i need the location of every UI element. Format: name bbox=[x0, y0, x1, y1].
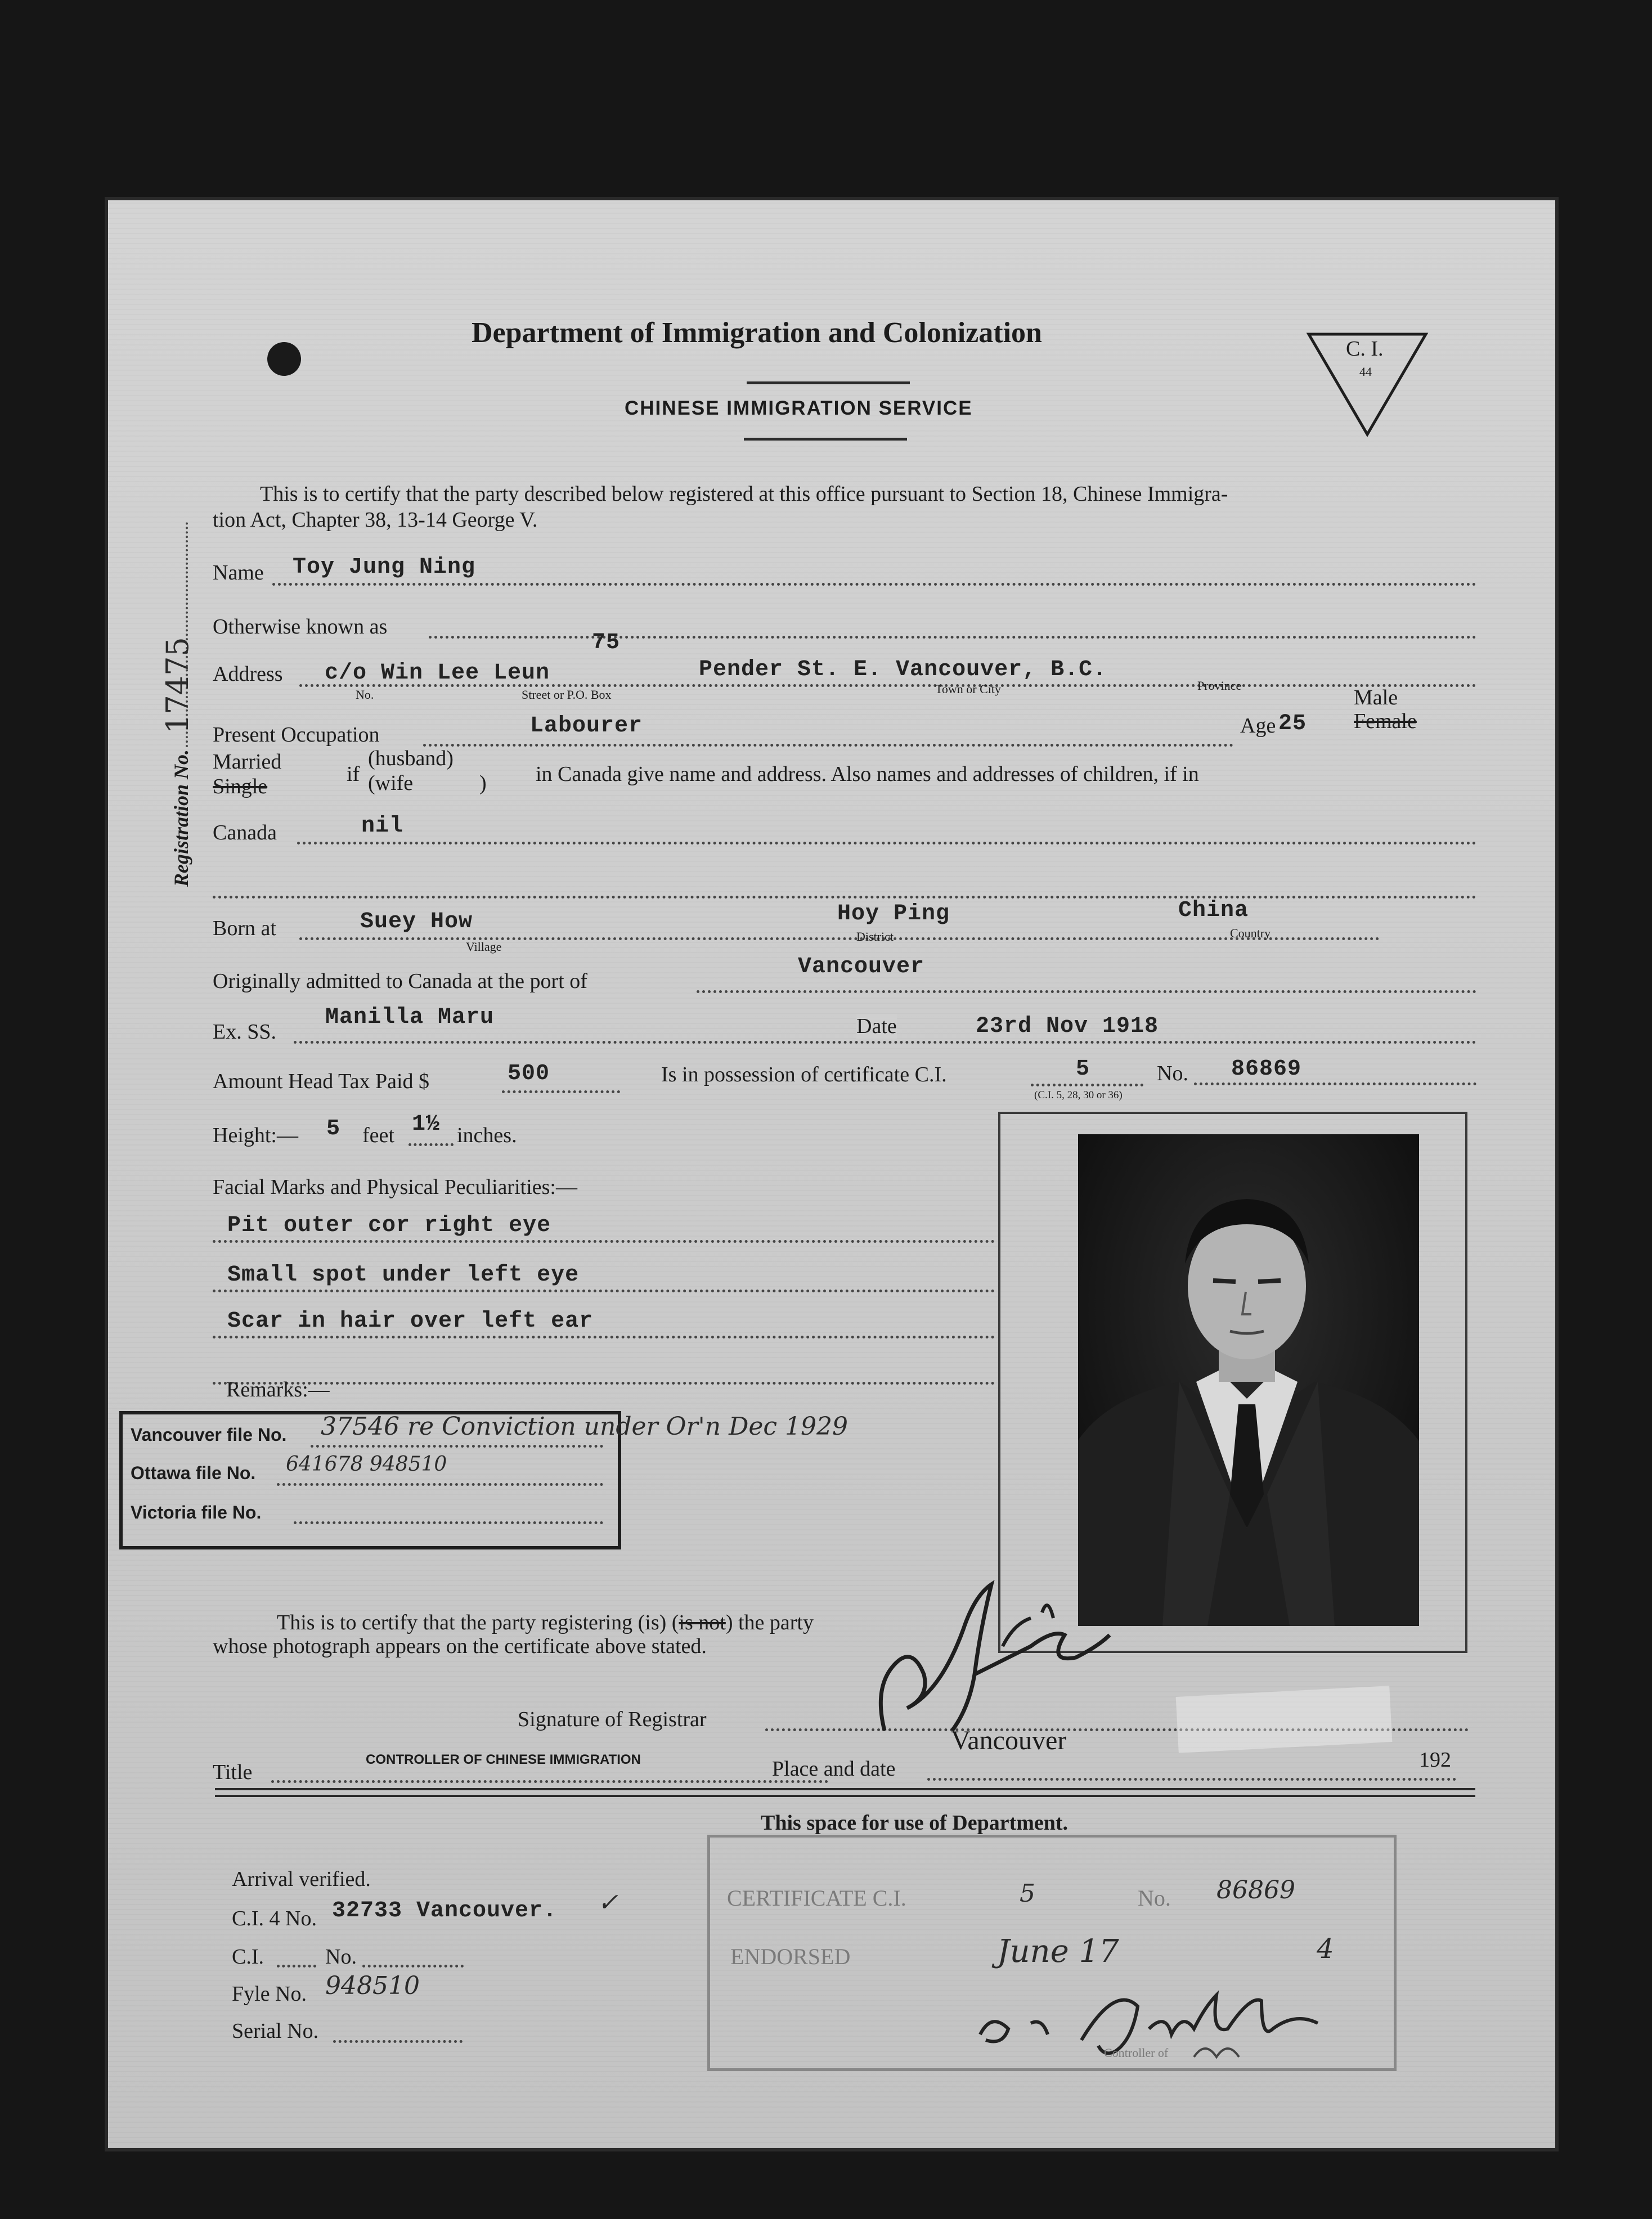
district-caption: District bbox=[856, 929, 894, 944]
stamp-endorsed-label: ENDORSED bbox=[730, 1944, 851, 1969]
facial-mark-3: Scar in hair over left ear bbox=[227, 1309, 594, 1334]
certify-text-2: tion Act, Chapter 38, 13-14 George V. bbox=[213, 508, 538, 532]
stamp-no-value: 86869 bbox=[1216, 1876, 1295, 1904]
form-number: 44 bbox=[1359, 365, 1372, 379]
ci-line bbox=[277, 1965, 316, 1968]
photo-certify-text-2: whose photograph appears on the certificate above stated. bbox=[213, 1634, 707, 1658]
registration-number-block bbox=[160, 423, 195, 887]
header-rule bbox=[744, 438, 907, 441]
address-street-caption: Street or P.O. Box bbox=[522, 688, 612, 702]
ship-label: Ex. SS. bbox=[213, 1020, 276, 1044]
stamp-certificate-label: CERTIFICATE C.I. bbox=[727, 1885, 906, 1911]
cert-no-label: No. bbox=[1157, 1062, 1188, 1085]
registration-certificate bbox=[108, 200, 1555, 2148]
facial-mark-2: Small spot under left eye bbox=[227, 1263, 580, 1288]
cert-no-line bbox=[1194, 1082, 1476, 1085]
facial-mark-line-3 bbox=[213, 1336, 995, 1338]
ci-no-label: No. bbox=[325, 1945, 357, 1969]
port-value: Vancouver bbox=[798, 954, 925, 980]
otherwise-known-line bbox=[429, 636, 1476, 639]
married-label: Married bbox=[213, 750, 282, 774]
born-country: China bbox=[1178, 898, 1249, 923]
applicant-photo bbox=[1078, 1134, 1419, 1626]
name-value: Toy Jung Ning bbox=[293, 555, 476, 580]
facial-mark-line-1 bbox=[213, 1240, 995, 1243]
head-tax-line bbox=[502, 1090, 620, 1093]
born-village: Suey How bbox=[360, 909, 473, 935]
photo-certify-part-1: This is to certify that the party registering (is) ( bbox=[277, 1611, 679, 1634]
canada-label: Canada bbox=[213, 821, 277, 845]
form-code: C. I. bbox=[1346, 337, 1384, 361]
punch-hole bbox=[267, 342, 301, 376]
fyle-value: 948510 bbox=[325, 1971, 420, 2000]
port-line bbox=[697, 990, 1476, 993]
female-label: Female bbox=[1354, 709, 1417, 733]
height-inches-value: 1½ bbox=[412, 1112, 441, 1137]
inches-line bbox=[408, 1143, 454, 1146]
ci-no-line bbox=[362, 1965, 464, 1968]
victoria-file-line bbox=[294, 1521, 603, 1524]
paren-label: ) bbox=[479, 771, 487, 795]
address-street: Pender St. E. Vancouver, B.C. bbox=[699, 657, 1107, 682]
address-number: 75 bbox=[592, 630, 621, 655]
ci4-label: C.I. 4 No. bbox=[232, 1907, 317, 1930]
ship-line bbox=[294, 1041, 1476, 1044]
canada-value: nil bbox=[361, 814, 404, 839]
photo-certify-text bbox=[277, 1610, 814, 1635]
stamp-ci-value: 5 bbox=[1020, 1879, 1035, 1908]
otherwise-known-label: Otherwise known as bbox=[213, 615, 388, 639]
port-label: Originally admitted to Canada at the port of bbox=[213, 969, 587, 993]
height-label: Height:— bbox=[213, 1124, 298, 1147]
ottawa-file-line bbox=[277, 1483, 603, 1486]
vancouver-file-value: 37546 re Conviction under Or'n Dec 1929 bbox=[321, 1412, 848, 1441]
check-mark: ✓ bbox=[598, 1888, 618, 1917]
occupation-value: Labourer bbox=[530, 713, 643, 739]
arrival-date-value: 23rd Nov 1918 bbox=[976, 1014, 1159, 1039]
address-label: Address bbox=[213, 662, 283, 686]
divider-line bbox=[215, 1795, 1475, 1797]
husband-label: (husband) bbox=[368, 747, 454, 770]
registrar-signature-label: Signature of Registrar bbox=[518, 1708, 707, 1731]
dept-space-label: This space for use of Department. bbox=[761, 1811, 1069, 1835]
serial-line bbox=[333, 2040, 463, 2043]
born-district: Hoy Ping bbox=[837, 901, 950, 927]
ottawa-file-value: 641678 948510 bbox=[286, 1453, 447, 1476]
photo-certify-isnot: is not bbox=[679, 1611, 726, 1634]
vancouver-file-line bbox=[311, 1445, 603, 1448]
address-care-of: c/o Win Lee Leun bbox=[325, 661, 550, 686]
if-label: if bbox=[347, 762, 360, 786]
serial-label: Serial No. bbox=[232, 2019, 319, 2043]
cert-type-line bbox=[1031, 1084, 1143, 1086]
ottawa-file-label: Ottawa file No. bbox=[131, 1463, 256, 1483]
endorsed-year-value: 4 bbox=[1317, 1933, 1334, 1965]
place-date-line bbox=[927, 1778, 1456, 1781]
ci-label: C.I. bbox=[232, 1945, 264, 1969]
head-tax-label: Amount Head Tax Paid $ bbox=[213, 1070, 430, 1093]
endorsed-date-value: June 17 bbox=[997, 1933, 1119, 1970]
stamp-no-label: No. bbox=[1138, 1885, 1171, 1911]
height-feet-value: 5 bbox=[326, 1116, 341, 1142]
wife-label: (wife bbox=[368, 771, 414, 795]
place-date-label: Place and date bbox=[772, 1757, 896, 1781]
victoria-file-label: Victoria file No. bbox=[131, 1502, 262, 1522]
village-caption: Village bbox=[466, 940, 502, 954]
remarks-label: Remarks:— bbox=[226, 1378, 330, 1402]
ci4-value: 32733 Vancouver. bbox=[332, 1898, 558, 1924]
header-rule bbox=[747, 381, 910, 384]
department-title: Department of Immigration and Colonization bbox=[472, 317, 1042, 349]
canada-line-2 bbox=[213, 896, 1476, 899]
year-label: 192 bbox=[1419, 1748, 1451, 1772]
born-label: Born at bbox=[213, 917, 276, 940]
divider-line bbox=[215, 1788, 1475, 1790]
place-value: Vancouver bbox=[951, 1726, 1067, 1755]
canada-line bbox=[297, 842, 1476, 845]
address-no-caption: No. bbox=[356, 688, 374, 702]
registration-number: 17475 bbox=[160, 637, 195, 734]
born-line bbox=[299, 937, 1380, 940]
cert-types-caption: (C.I. 5, 28, 30 or 36) bbox=[1034, 1089, 1123, 1101]
facial-mark-line-4 bbox=[213, 1382, 995, 1385]
occupation-label: Present Occupation bbox=[213, 723, 380, 747]
title-label: Title bbox=[213, 1760, 253, 1784]
name-label: Name bbox=[213, 561, 264, 585]
head-tax-value: 500 bbox=[508, 1061, 550, 1086]
ship-value: Manilla Maru bbox=[325, 1005, 495, 1030]
country-caption: Country bbox=[1230, 926, 1271, 940]
arrival-verified-label: Arrival verified. bbox=[232, 1867, 371, 1891]
inches-label: inches. bbox=[457, 1124, 517, 1147]
name-line bbox=[272, 583, 1476, 586]
fyle-label: Fyle No. bbox=[232, 1982, 307, 2006]
date-stamp bbox=[1176, 1686, 1393, 1753]
spouse-instructions: in Canada give name and address. Also names and addresses of children, if in bbox=[536, 762, 1199, 786]
certify-text: This is to certify that the party described below registered at this office pursuant to Section 18, Chinese Immigra- bbox=[260, 482, 1228, 506]
address-province-caption: Province bbox=[1197, 679, 1242, 693]
single-label: Single bbox=[213, 775, 268, 798]
cert-no-value: 86869 bbox=[1231, 1057, 1302, 1082]
service-title: CHINESE IMMIGRATION SERVICE bbox=[625, 397, 973, 419]
age-value: 25 bbox=[1278, 711, 1307, 736]
title-value: CONTROLLER OF CHINESE IMMIGRATION bbox=[366, 1752, 641, 1767]
photo-certify-part-2: ) the party bbox=[725, 1611, 814, 1634]
feet-label: feet bbox=[362, 1124, 394, 1147]
date-label: Date bbox=[856, 1014, 897, 1038]
possession-label: Is in possession of certificate C.I. bbox=[661, 1063, 947, 1086]
title-line bbox=[271, 1780, 828, 1783]
address-town-caption: Town or City bbox=[935, 682, 1002, 696]
cert-type-value: 5 bbox=[1076, 1057, 1090, 1082]
male-label: Male bbox=[1354, 686, 1398, 709]
facial-mark-line-2 bbox=[213, 1290, 995, 1292]
age-label: Age bbox=[1240, 714, 1276, 738]
vancouver-file-label: Vancouver file No. bbox=[131, 1425, 287, 1445]
facial-marks-label: Facial Marks and Physical Peculiarities:— bbox=[213, 1175, 577, 1199]
registration-label: Registration No. bbox=[170, 749, 192, 887]
occupation-line bbox=[423, 744, 1233, 747]
controller-caption: Controller of bbox=[1104, 2046, 1169, 2060]
registrar-signature bbox=[862, 1562, 1143, 1753]
facial-mark-1: Pit outer cor right eye bbox=[227, 1213, 551, 1238]
